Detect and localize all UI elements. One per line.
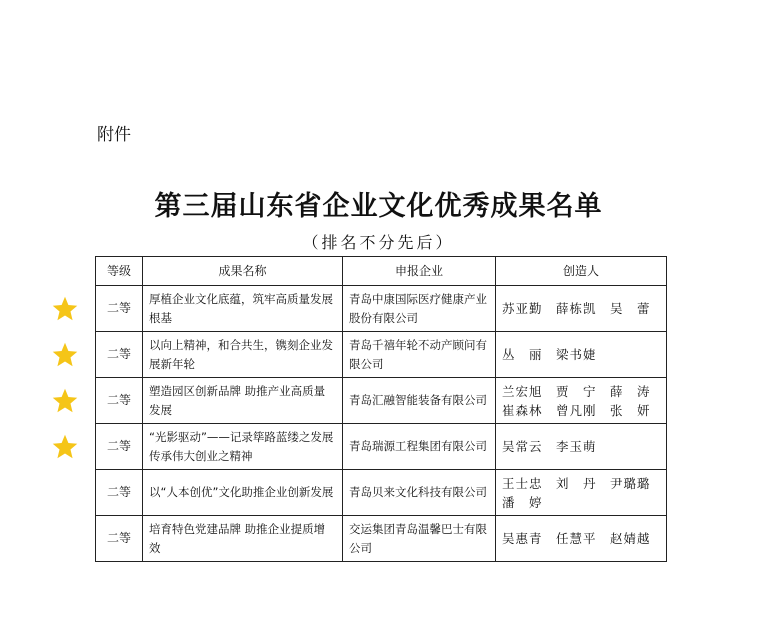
cell-creators: 王士忠 刘 丹 尹璐璐 潘 婷 [496, 470, 667, 516]
cell-grade: 二等 [96, 516, 143, 562]
column-header-company: 申报企业 [343, 257, 496, 286]
cell-creators: 苏亚勤 薛栋凯 吴 蕾 [496, 286, 667, 332]
document-subtitle: （排名不分先后） [302, 233, 455, 252]
cell-grade: 二等 [96, 286, 143, 332]
table-row [96, 516, 667, 562]
cell-grade: 二等 [96, 470, 143, 516]
cell-achievement: 以“人本创优”文化助推企业创新发展 [143, 470, 343, 516]
table-row [96, 424, 667, 470]
cell-creators: 吴常云 李玉萌 [496, 424, 667, 470]
table-row [96, 378, 667, 424]
cell-company: 青岛中康国际医疗健康产业股份有限公司 [343, 286, 496, 332]
cell-company: 青岛贝来文化科技有限公司 [343, 470, 496, 516]
cell-creators: 兰宏旭 贾 宁 薛 涛 崔森林 曾凡刚 张 妍 [496, 378, 667, 424]
cell-creators: 丛 丽 梁书婕 [496, 332, 667, 378]
cell-grade: 二等 [96, 378, 143, 424]
column-header-achievement: 成果名称 [143, 257, 343, 286]
cell-company: 青岛千禧年轮不动产顾问有限公司 [343, 332, 496, 378]
table-row [96, 470, 667, 516]
cell-achievement: 塑造园区创新品牌 助推产业高质量发展 [143, 378, 343, 424]
star-icon [51, 341, 79, 369]
cell-achievement: 以向上精神，和合共生，镌刻企业发展新年轮 [143, 332, 343, 378]
cell-grade: 二等 [96, 332, 143, 378]
cell-achievement: 厚植企业文化底蕴，筑牢高质量发展根基 [143, 286, 343, 332]
star-icon [51, 387, 79, 415]
cell-creators: 吴惠青 任慧平 赵婧越 [496, 516, 667, 562]
table-row [96, 332, 667, 378]
column-header-creators: 创造人 [496, 257, 667, 286]
column-header-grade: 等级 [96, 257, 143, 286]
attachment-label: 附件 [97, 125, 131, 145]
star-icon [51, 433, 79, 461]
table-row [96, 286, 667, 332]
cell-achievement: “光影驱动”——记录筚路蓝缕之发展 传承伟大创业之精神 [143, 424, 343, 470]
star-icon [51, 295, 79, 323]
cell-achievement: 培育特色党建品牌 助推企业提质增效 [143, 516, 343, 562]
cell-company: 青岛汇融智能装备有限公司 [343, 378, 496, 424]
table-header-row [96, 257, 667, 286]
cell-company: 交运集团青岛温馨巴士有限公司 [343, 516, 496, 562]
cell-grade: 二等 [96, 424, 143, 470]
cell-company: 青岛瑞源工程集团有限公司 [343, 424, 496, 470]
document-title: 第三届山东省企业文化优秀成果名单 [154, 191, 603, 222]
results-table [95, 256, 667, 562]
